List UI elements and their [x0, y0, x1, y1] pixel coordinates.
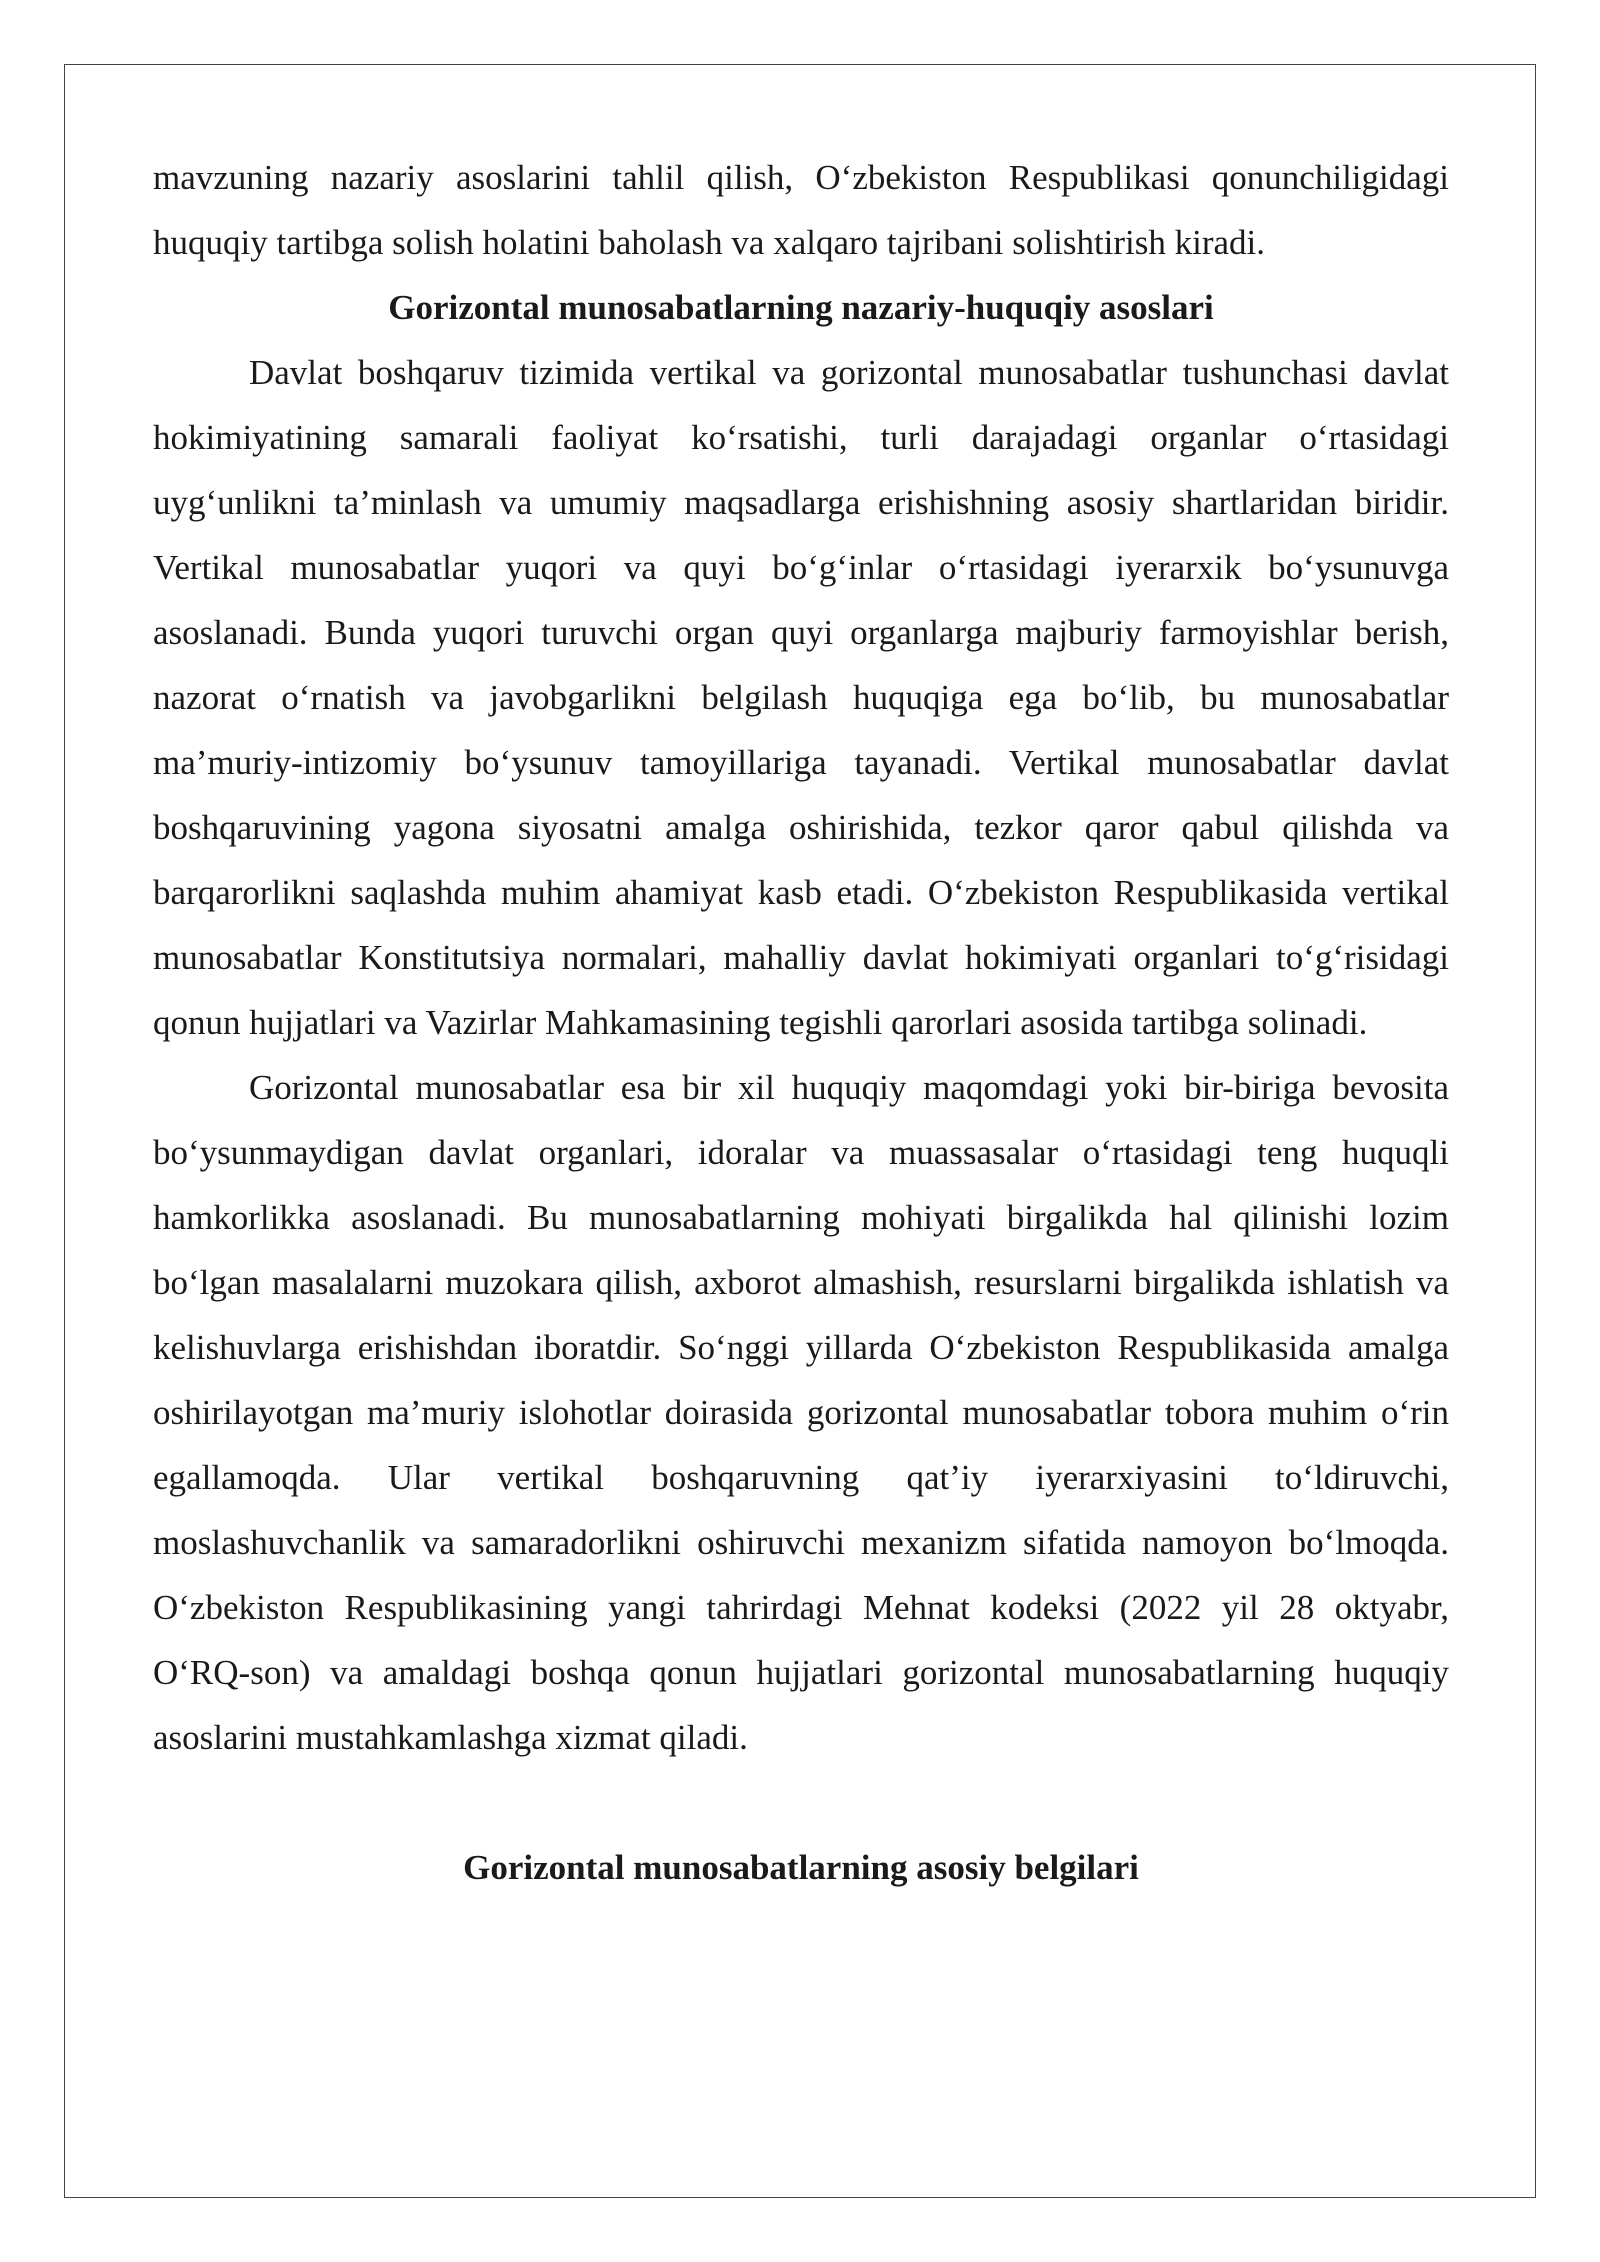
paragraph-horizontal-relations: Gorizontal munosabatlar esa bir xil huquqiy maqomdagi yoki bir-biriga bevosita bo‘ysunmaydigan davlat organlari, idoralar va muassasalar o‘rtasidagi teng huquqli hamkorlikka asoslanadi. Bu munosabatlarning mohiyati birgalikda hal qilinishi lozim bo‘lgan masalalarni muzokara qilish, axborot almashish, resurslarni birgalikda ishlatish va kelishuvlarga erishishdan iboratdir. So‘nggi yillarda O‘zbekiston Respublikasida amalga oshirilayotgan ma’muriy islohotlar doirasida gorizontal munosabatlar tobora muhim o‘rin egallamoqda. Ular vertikal boshqaruvning qat’iy iyerarxiyasini to‘ldiruvchi, moslashuvchanlik va samaradorlikni oshiruvchi mexanizm sifatida namoyon bo‘lmoqda. O‘zbekiston Respublikasining yangi tahrirdagi Mehnat kodeksi (2022 yil 28 oktyabr, O‘RQ-son) va amaldagi boshqa qonun hujjatlari gorizontal munosabatlarning huquqiy asoslarini mustahkamlashga xizmat qiladi. — [153, 1068, 1449, 1757]
intro-paragraph: mavzuning nazariy asoslarini tahlil qilish, O‘zbekiston Respublikasi qonunchiligidagi huquqiy tartibga solish holatini baholash va xalqaro tajribani solishtirish kiradi. — [153, 158, 1449, 262]
document-body — [153, 145, 1449, 1900]
section-heading-main-features: Gorizontal munosabatlarning asosiy belgilari — [463, 1848, 1139, 1887]
section-heading-theoretical-legal-basis: Gorizontal munosabatlarning nazariy-huquqiy asoslari — [388, 288, 1214, 327]
paragraph-vertical-relations: Davlat boshqaruv tizimida vertikal va gorizontal munosabatlar tushunchasi davlat hokimiyatining samarali faoliyat ko‘rsatishi, turli darajadagi organlar o‘rtasidagi uyg‘unlikni ta’minlash va umumiy maqsadlarga erishishning asosiy shartlaridan biridir. Vertikal munosabatlar yuqori va quyi bo‘g‘inlar o‘rtasidagi iyerarxik bo‘ysunuvga asoslanadi. Bunda yuqori turuvchi organ quyi organlarga majburiy farmoyishlar berish, nazorat o‘rnatish va javobgarlikni belgilash huquqiga ega bo‘lib, bu munosabatlar ma’muriy-intizomiy bo‘ysunuv tamoyillariga tayanadi. Vertikal munosabatlar davlat boshqaruvining yagona siyosatni amalga oshirishida, tezkor qaror qabul qilishda va barqarorlikni saqlashda muhim ahamiyat kasb etadi. O‘zbekiston Respublikasida vertikal munosabatlar Konstitutsiya normalari, mahalliy davlat hokimiyati organlari to‘g‘risidagi qonun hujjatlari va Vazirlar Mahkamasining tegishli qarorlari asosida tartibga solinadi. — [153, 353, 1449, 1042]
